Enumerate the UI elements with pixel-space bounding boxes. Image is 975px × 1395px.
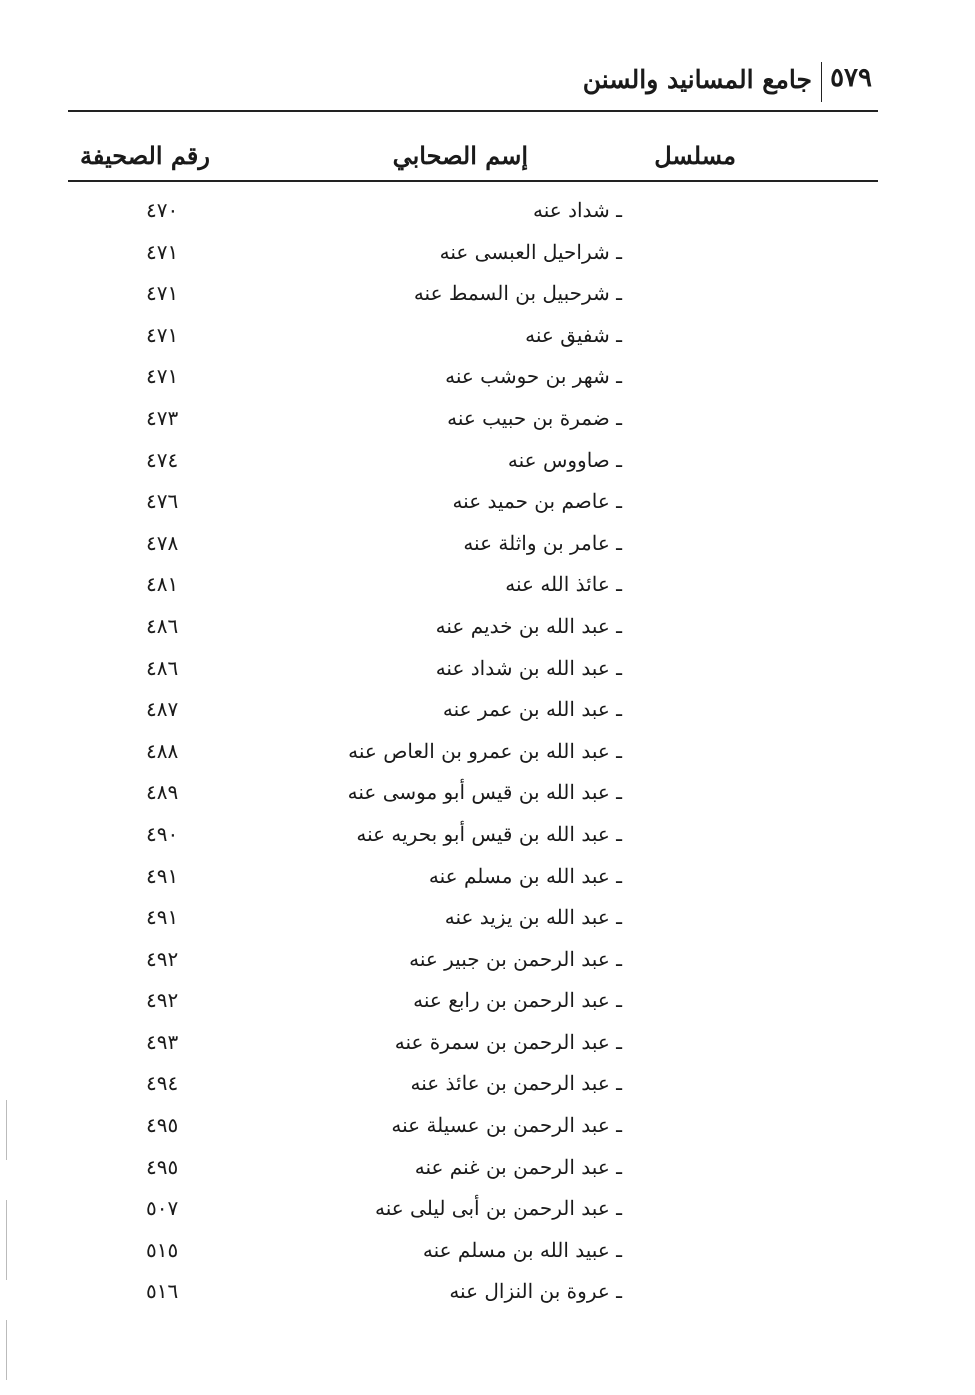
page-reference: ٤٩١ [146,905,179,930]
table-row [68,816,878,858]
companion-name: ـ عبد الله بن شداد عنه [435,655,622,680]
page-reference: ٤٨٦ [146,655,179,680]
table-row [68,358,878,400]
page-reference: ٤٧٤ [146,447,179,472]
table-row [68,858,878,900]
companion-name: ـ عبد الرحمن بن رابع عنه [413,988,622,1013]
companion-name: ـ عاصم بن حميد عنه [452,489,622,514]
table-row [68,1190,878,1232]
table-row [68,774,878,816]
page-reference: ٤٩٤ [146,1071,179,1096]
companion-name: ـ عبد الله بن قيس أبو موسى عنه [347,780,622,805]
companion-name: ـ عبد الرحمن بن أبى ليلى عنه [374,1196,622,1221]
companion-name: ـ شرحبيل بن السمط عنه [413,281,622,306]
page-reference: ٤٧١ [146,364,179,389]
companion-name: ـ شداد عنه [533,198,622,222]
page-reference: ٤٩٥ [146,1113,179,1138]
table-row [68,525,878,567]
companion-name: ـ عبيد الله بن مسلم عنه [422,1237,622,1262]
page-reference: ٤٩٥ [146,1154,179,1179]
page-reference: ٤٩٢ [146,946,179,971]
page-reference: ٤٩٣ [146,1029,179,1054]
companion-name: ـ عبد الله بن خديم عنه [435,613,622,638]
table-row [68,566,878,608]
index-table [68,192,878,1315]
column-headers [68,136,878,182]
page-reference: ٤٧١ [146,239,179,264]
companion-name: ـ عامر بن واثلة عنه [463,530,622,555]
page-number: ٥٧٩ [821,62,872,102]
page-reference: ٥٠٧ [146,1196,179,1221]
table-row [68,317,878,359]
page-reference: ٤٩٠ [146,821,179,846]
companion-name: ـ عبد الرحمن بن غنم عنه [414,1154,622,1179]
companion-name: ـ شفيق عنه [525,322,622,347]
page-reference: ٤٧٦ [146,489,179,514]
companion-name: ـ عروة بن النزال عنه [449,1279,622,1304]
book-title: جامع المسانيد والسنن [582,65,812,94]
companion-name: ـ ضمرة بن حبيب عنه [447,405,622,430]
companion-name: ـ عبد الله بن مسلم عنه [428,863,622,888]
table-row [68,899,878,941]
margin-mark [6,1200,7,1280]
companion-name: ـ عبد الرحمن بن سمرة عنه [394,1029,622,1054]
companion-name: ـ عبد الرحمن بن جبير عنه [409,946,622,971]
page-reference: ٤٨٨ [146,738,179,763]
page-reference: ٤٨٧ [146,697,179,722]
page-reference: ٤٧٠ [146,198,179,222]
table-row [68,1149,878,1191]
table-row [68,442,878,484]
column-header-serial: مسلسل [654,141,736,170]
table-row [68,1024,878,1066]
table-row [68,733,878,775]
table-row [68,1273,878,1315]
table-row [68,691,878,733]
page-reference: ٤٩١ [146,863,179,888]
column-header-companion-name: إسم الصحابي [392,141,528,170]
companion-name: ـ عبد الله بن يزيد عنه [444,905,622,930]
table-row [68,1107,878,1149]
table-row [68,1065,878,1107]
margin-mark [6,1100,7,1160]
page-reference: ٤٧٨ [146,530,179,555]
page-reference: ٥١٥ [146,1237,179,1262]
page-reference: ٤٧٣ [146,405,179,430]
table-row [68,608,878,650]
companion-name: ـ عبد الرحمن بن عسيلة عنه [391,1113,622,1138]
table-row [68,982,878,1024]
companion-name: ـ صاووس عنه [507,447,622,472]
page-reference: ٤٨١ [146,572,179,597]
companion-name: ـ عبد الله بن عمر عنه [442,697,622,722]
companion-name: ـ عبد الله بن قيس أبو بحريه عنه [356,821,622,846]
companion-name: ـ عبد الله بن عمرو بن العاص عنه [348,738,622,763]
table-row [68,483,878,525]
table-row [68,1232,878,1274]
page-reference: ٤٧١ [146,281,179,306]
companion-name: ـ شهر بن حوشب عنه [445,364,622,389]
margin-mark [6,1320,7,1380]
column-header-page-number: رقم الصحيفة [80,141,210,170]
table-row [68,400,878,442]
page-reference: ٤٩٢ [146,988,179,1013]
page-reference: ٤٨٩ [146,780,179,805]
companion-name: ـ شراحيل العبسى عنه [439,239,622,264]
page-reference: ٥١٦ [146,1279,179,1304]
page-reference: ٤٧١ [146,322,179,347]
table-row [68,275,878,317]
page-reference: ٤٨٦ [146,613,179,638]
companion-name: ـ عبد الرحمن بن عائذ عنه [410,1071,622,1096]
page-header [68,58,878,112]
table-row [68,650,878,692]
table-row [68,234,878,276]
table-row [68,192,878,234]
companion-name: ـ عائذ الله عنه [505,572,622,597]
table-row [68,941,878,983]
